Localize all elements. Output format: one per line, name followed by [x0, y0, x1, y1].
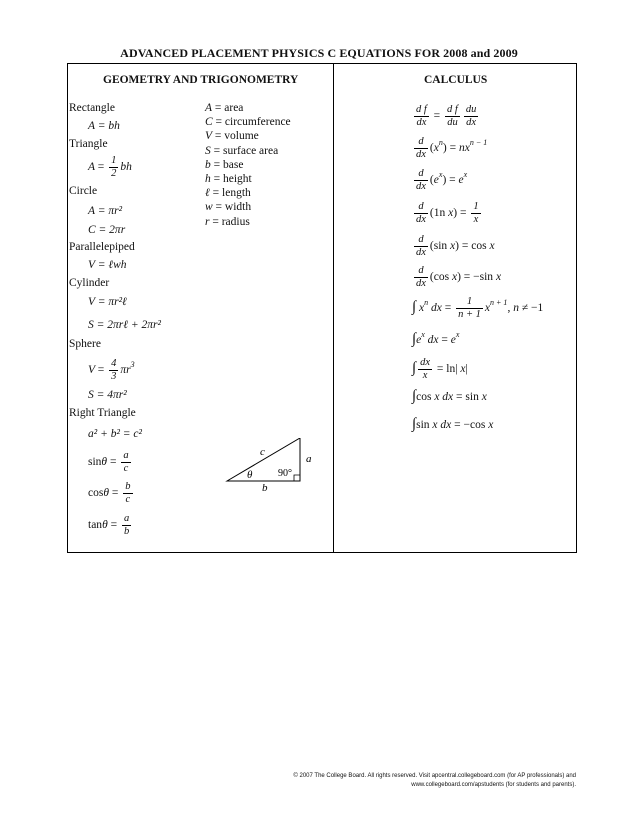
triangle-label: Triangle	[69, 138, 108, 150]
variable-symbol: r	[205, 215, 210, 228]
triangle-equation: A = $\frac{1}{2}$ bh	[88, 155, 132, 179]
sine-derivative: $\frac{d}{dx}$ (sin x) = cos x	[416, 234, 495, 258]
variable-definition	[205, 145, 278, 157]
exponential-derivative: $\frac{d}{dx}$ $(e^x) = e^x$	[416, 168, 468, 192]
variable-definition	[205, 130, 259, 142]
sphere-label: Sphere	[69, 338, 101, 350]
variable-description: = length	[212, 187, 251, 200]
geometry-heading: GEOMETRY AND TRIGONOMETRY	[103, 74, 299, 86]
variable-definition	[205, 201, 251, 213]
variable-symbol: A	[205, 102, 213, 114]
chain-rule-equation: $\frac{\text{d f}}{dx}$ = $\frac{\text{d f}}{du}$ $\frac{du}{dx}$	[416, 104, 477, 128]
cylinder-label: Cylinder	[69, 277, 110, 289]
variable-definition	[205, 116, 291, 128]
hypotenuse-label: c	[260, 446, 265, 458]
variable-symbol: C	[205, 116, 213, 129]
power-rule-integral: ∫ $x^n$ dx = $\frac{1}{n + 1}$ $x^{n + 1}$, n ≠ −1	[412, 296, 544, 320]
variable-symbol: V	[205, 130, 213, 143]
rectangle-label: Rectangle	[69, 102, 115, 114]
log-derivative: $\frac{d}{dx}$ (1n x) = $\frac{1}{x}$	[416, 201, 479, 225]
variable-symbol: b	[205, 158, 211, 171]
variable-description: = circumference	[215, 116, 291, 129]
variable-definition	[205, 173, 252, 185]
footer-line-2: www.collegeboard.com/apstudents (for students and parents).	[411, 782, 576, 788]
variable-symbol: S	[205, 144, 211, 157]
cosine-equation: cosθ = $\frac{b}{c}$	[88, 481, 131, 505]
reciprocal-integral: ∫ $\frac{dx}{x}$ = ln| x|	[412, 357, 468, 381]
pythagorean-equation: a² + b² = c²	[88, 428, 142, 440]
circle-label: Circle	[69, 185, 98, 197]
variable-definition	[205, 102, 243, 114]
variable-symbol: ℓ	[205, 187, 210, 200]
variable-description: = width	[215, 201, 252, 214]
right-triangle-label: Right Triangle	[69, 407, 136, 419]
sine-equation: sinθ = $\frac{a}{c}$	[88, 450, 129, 474]
right-angle-label: 90°	[278, 468, 292, 479]
sine-integral: ∫sin x dx = −cos x	[412, 416, 494, 432]
right-triangle-diagram	[222, 438, 322, 493]
variable-symbol: h	[205, 173, 211, 185]
parallelepiped-equation: V = ℓwh	[88, 259, 127, 271]
variable-description: = base	[213, 158, 244, 171]
calculus-heading: CALCULUS	[424, 74, 488, 86]
variable-description: = volume	[214, 130, 259, 143]
exponential-integral: $\int e^x$ dx = $e^x$	[412, 330, 460, 347]
tangent-equation: tanθ = $\frac{a}{b}$	[88, 513, 130, 537]
opposite-side-label: a	[306, 453, 312, 465]
variable-definition	[205, 159, 243, 171]
cosine-integral: ∫cos x dx = sin x	[412, 388, 487, 404]
variable-description: = height	[213, 173, 252, 185]
variable-description: = surface area	[213, 144, 279, 157]
copyright-footer	[293, 772, 576, 790]
power-rule-derivative: $\frac{d}{dx}$ $(x^n) = nx^{n - 1}$	[416, 136, 488, 160]
cylinder-volume-equation: V = πr²ℓ	[88, 296, 127, 308]
adjacent-side-label: b	[262, 482, 268, 493]
cosine-derivative: $\frac{d}{dx}$ (cos x) = −sin x	[416, 265, 502, 289]
variable-description: = area	[214, 102, 244, 114]
parallelepiped-label: Parallelepiped	[69, 241, 135, 253]
rectangle-equation: A = bh	[88, 120, 120, 132]
circle-area-equation: A = πr²	[88, 205, 123, 217]
variable-definition	[205, 187, 251, 199]
variable-symbol: w	[205, 201, 213, 214]
sphere-surface-equation: S = 4πr²	[88, 389, 127, 401]
circle-circumference-equation: C = 2πr	[88, 224, 126, 236]
sphere-volume-equation: V = $\frac{4}{3}$ $\pi r^3$	[88, 358, 135, 382]
page-title: ADVANCED PLACEMENT PHYSICS C EQUATIONS FOR 2008 and 2009	[120, 46, 518, 60]
cylinder-surface-equation: S = 2πrℓ + 2πr²	[88, 319, 161, 331]
footer-line-1: © 2007 The College Board. All rights reserved. Visit apcentral.collegeboard.com (for AP professionals) and	[293, 773, 576, 779]
column-divider	[333, 63, 334, 553]
variable-definition	[205, 216, 250, 228]
variable-description: = radius	[212, 215, 250, 228]
theta-angle-label: θ	[247, 469, 253, 481]
